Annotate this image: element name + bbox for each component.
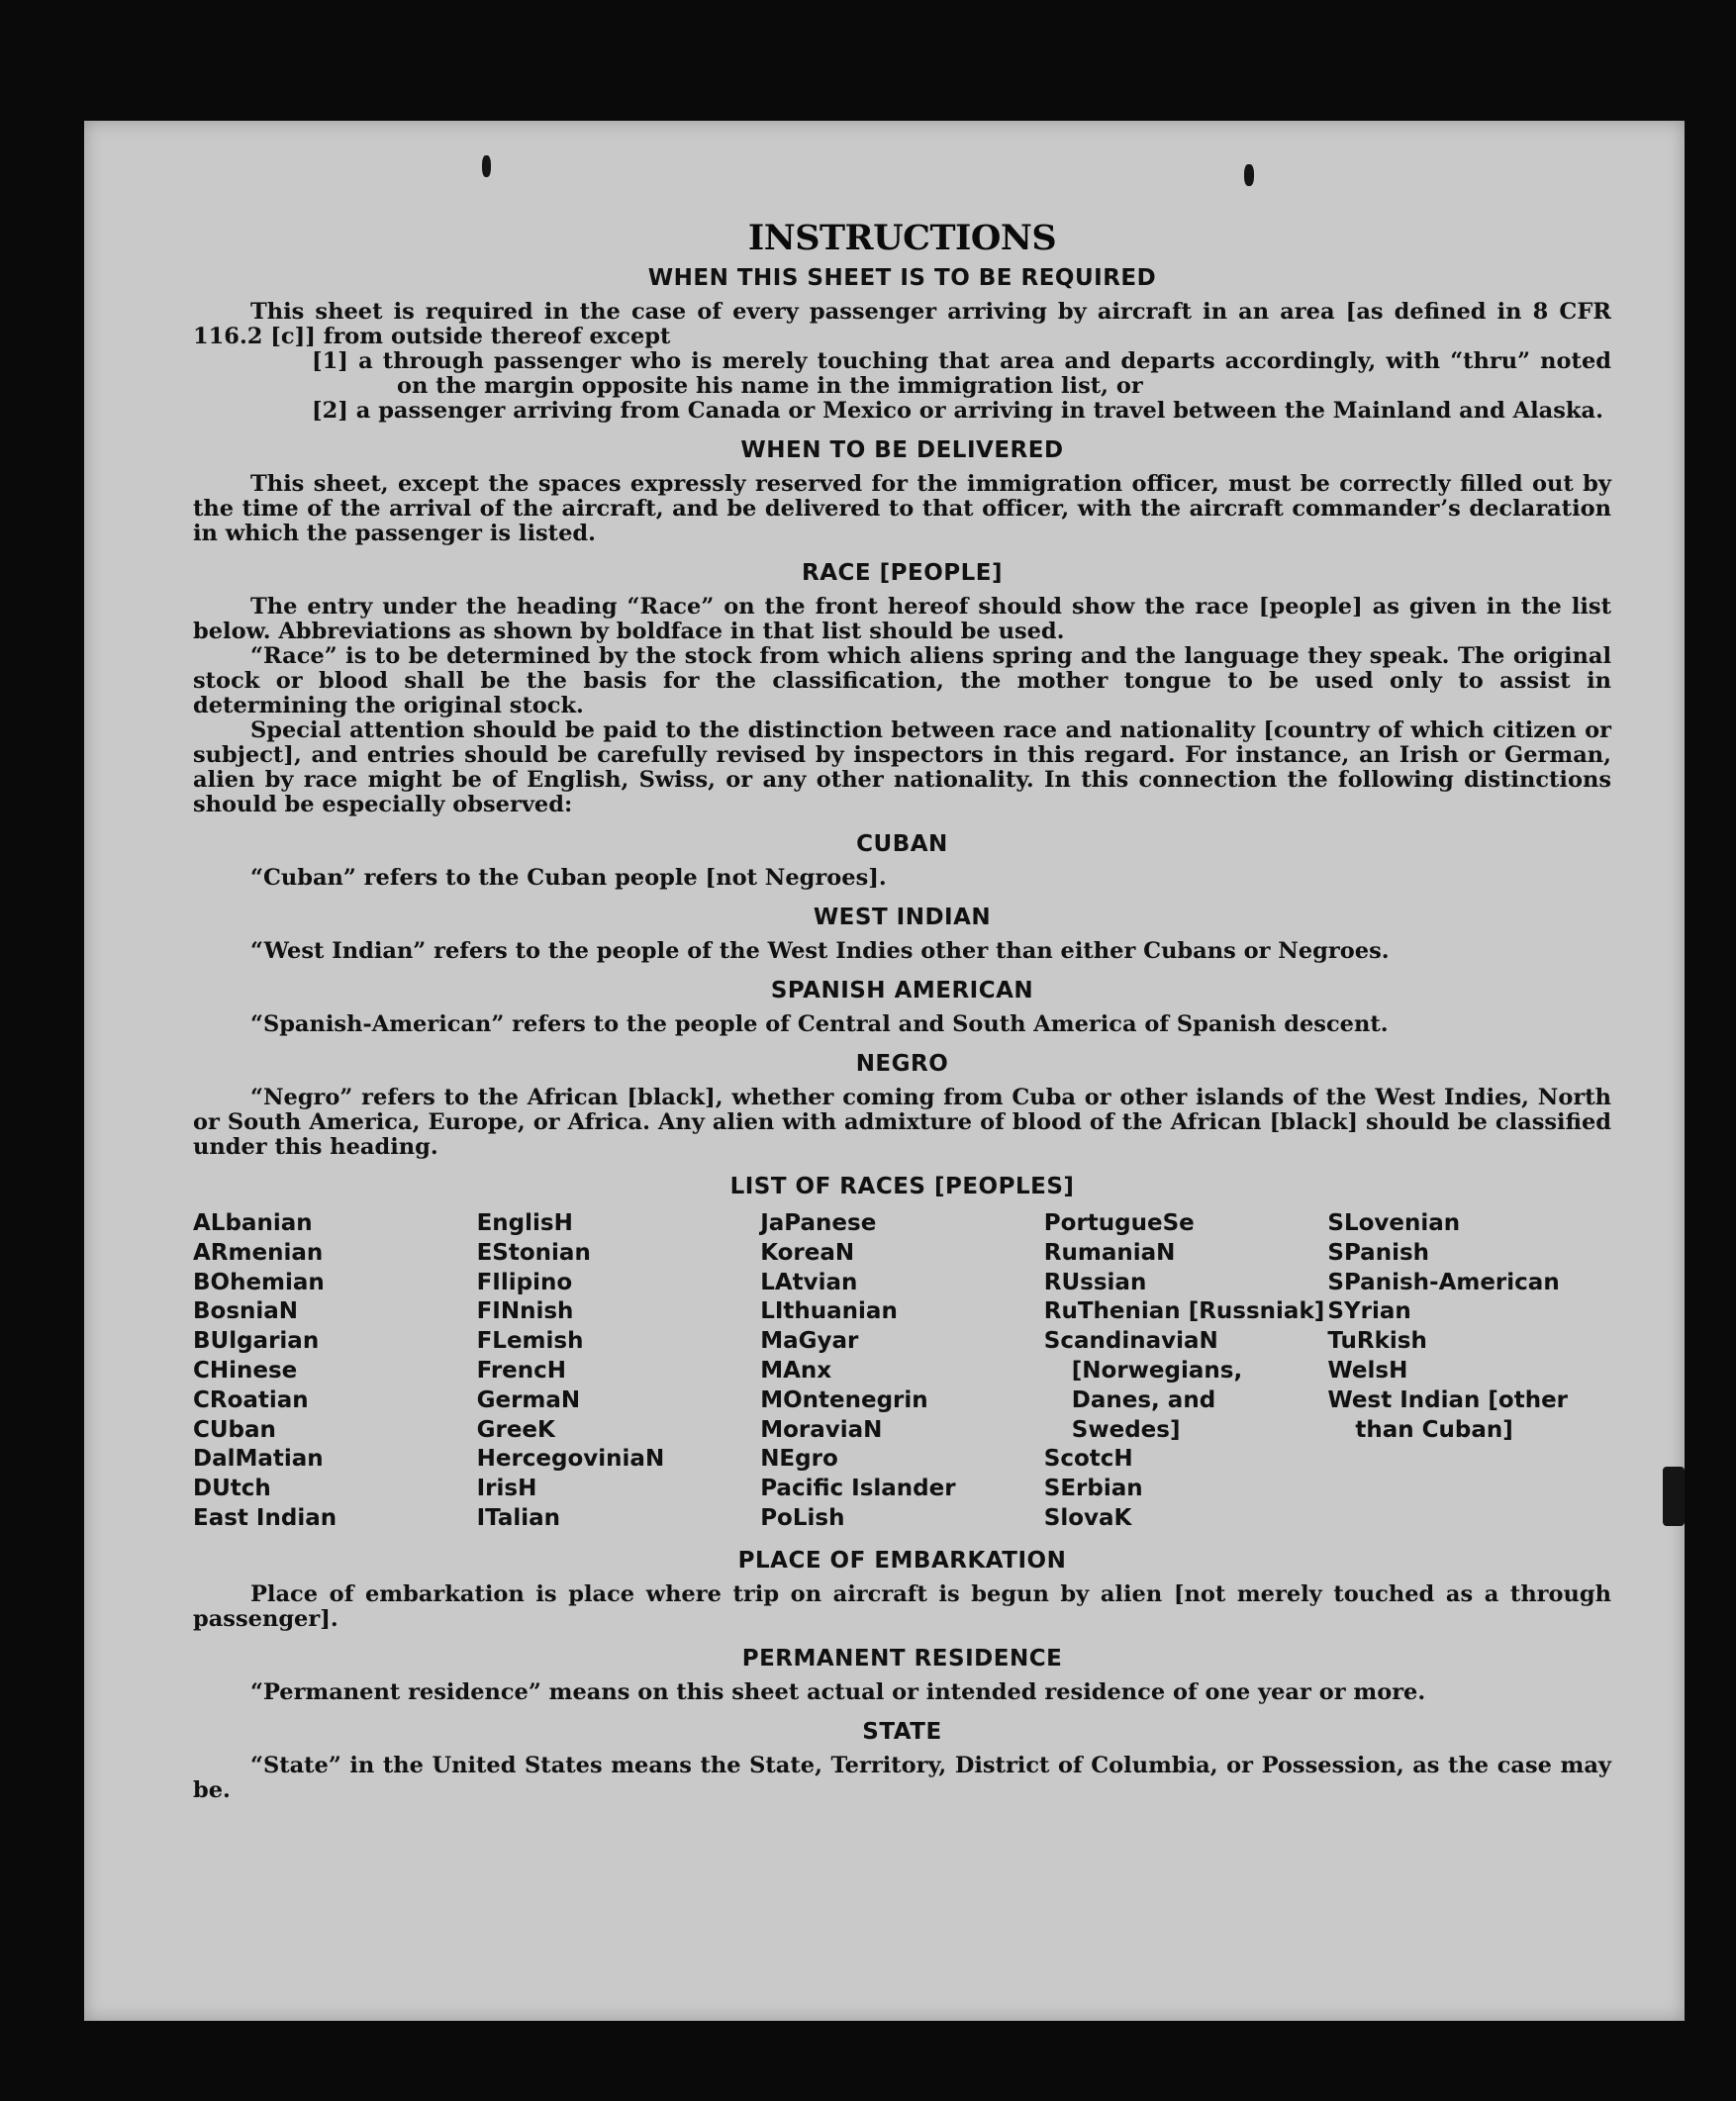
heading-state: STATE — [862, 1718, 942, 1745]
punch-mark — [482, 155, 491, 177]
heading-embarkation: PLACE OF EMBARKATION — [737, 1547, 1067, 1574]
race-entry: KoreaN — [760, 1239, 855, 1266]
race-entry: RumaniaN — [1043, 1239, 1176, 1266]
heading-spanish-american: SPANISH AMERICAN — [770, 978, 1034, 1003]
heading-when-required: WHEN THIS SHEET IS TO BE REQUIRED — [647, 265, 1157, 291]
negro-text: “Negro” refers to the African [black], whether coming from Cuba or other islands of the West Indies, North or South America, Europe, or Africa. Any alien with admixture of blood of the African [black] should be classified under this heading. — [193, 1085, 1611, 1160]
heading-list-of-races: LIST OF RACES [PEOPLES] — [729, 1174, 1075, 1199]
race-list — [193, 1209, 1611, 1534]
state-text: “State” in the United States means the State, Territory, District of Columbia, or Possession, as the case may be. — [193, 1752, 1611, 1803]
race-entry: PoLish — [760, 1504, 845, 1531]
exception-item: [1] a through passenger who is merely touching that area and departs accordingly, with “thru” noted on the margin opposite his name in the immigration list, or — [312, 348, 1611, 399]
race-entry: ALbanian — [193, 1210, 313, 1236]
race-entry: East Indian — [193, 1504, 338, 1531]
race-entry: ITalian — [476, 1504, 561, 1531]
race-entry: DUtch — [193, 1476, 271, 1502]
race-entry: ScotcH — [1043, 1446, 1133, 1473]
heading-when-delivered: WHEN TO BE DELIVERED — [740, 437, 1064, 463]
race-column — [760, 1209, 1044, 1534]
race-entry: FrencH — [476, 1357, 567, 1384]
race-column — [477, 1209, 761, 1534]
page-title: INSTRUCTIONS — [747, 218, 1057, 258]
race-entry: FINnish — [476, 1298, 574, 1325]
race-paragraph: Special attention should be paid to the distinction between race and nationality [country of which citizen or subject], and entries should be carefully revised by inspectors in this regard. For instance, an Irish or German, alien by race might be of English, Swiss, or any other nationality. In this connection the following distinctions should be especially observed: — [193, 717, 1611, 817]
race-entry: Pacific Islander — [760, 1476, 956, 1502]
race-entry: WelsH — [1327, 1357, 1408, 1384]
heading-west-indian: WEST INDIAN — [813, 905, 992, 930]
race-entry: BOhemian — [193, 1269, 325, 1295]
race-entry: MOntenegrin — [760, 1386, 928, 1413]
exception-item: [2] a passenger arriving from Canada or Mexico or arriving in travel between the Mainland and Alaska. — [312, 398, 1603, 424]
tab-mark — [1663, 1467, 1685, 1526]
race-column — [193, 1209, 477, 1534]
residence-text: “Permanent residence” means on this sheet actual or intended residence of one year or more. — [250, 1678, 1426, 1705]
race-entry: IrisH — [476, 1476, 537, 1502]
race-entry: CRoatian — [193, 1386, 309, 1413]
race-entry: DalMatian — [193, 1446, 324, 1473]
when-required-intro: This sheet is required in the case of every passenger arriving by aircraft in an area [as defined in 8 CFR 116.2 [c]] from outside thereof except — [193, 299, 1611, 349]
race-entry: SYrian — [1327, 1298, 1411, 1325]
heading-cuban: CUBAN — [856, 831, 948, 857]
embarkation-text: Place of embarkation is place where trip on aircraft is begun by alien [not merely touched as a through passenger]. — [193, 1580, 1611, 1632]
race-entry: RUssian — [1043, 1269, 1147, 1295]
heading-race: RACE [PEOPLE] — [802, 560, 1003, 586]
race-column — [1327, 1209, 1611, 1534]
race-entry: West Indian [other than Cuban] — [1327, 1386, 1569, 1443]
heading-negro: NEGRO — [855, 1051, 949, 1077]
when-delivered-text: This sheet, except the spaces expressly reserved for the immigration officer, must be correctly filled out by the time of the arrival of the aircraft, and be delivered to that officer, with the aircraft commander’s declaration in which the passenger is listed. — [193, 471, 1611, 546]
race-paragraph: “Race” is to be determined by the stock from which aliens spring and the language they speak. The original stock or blood shall be the basis for the classification, the mother tongue to be used only to assist in determining the original stock. — [193, 643, 1611, 718]
race-paragraph: The entry under the heading “Race” on the front hereof should show the race [people] as given in the list below. Abbreviations as shown by boldface in that list should be used. — [193, 594, 1611, 644]
punch-mark — [1244, 164, 1254, 186]
cuban-text: “Cuban” refers to the Cuban people [not Negroes]. — [250, 865, 887, 891]
race-entry: BUlgarian — [193, 1328, 320, 1355]
race-entry: NEgro — [760, 1446, 838, 1473]
race-entry: PortugueSe — [1043, 1210, 1195, 1236]
race-entry: LAtvian — [760, 1269, 858, 1295]
race-entry: MaGyar — [760, 1328, 859, 1355]
instructions-content — [193, 220, 1611, 1803]
heading-permanent-residence: PERMANENT RESIDENCE — [741, 1645, 1063, 1671]
race-column — [1044, 1209, 1328, 1534]
race-entry: GermaN — [476, 1386, 581, 1413]
race-entry: ARmenian — [193, 1239, 324, 1266]
race-entry: ScandinaviaN [Norwegians, Danes, and Swedes] — [1043, 1328, 1243, 1443]
race-entry: LIthuanian — [760, 1298, 898, 1325]
race-entry: HercegoviniaN — [476, 1446, 665, 1473]
race-entry: JaPanese — [760, 1210, 877, 1236]
race-entry: GreeK — [476, 1416, 555, 1443]
race-entry: CHinese — [193, 1357, 298, 1384]
race-entry: SPanish — [1327, 1239, 1430, 1266]
spanish-american-text: “Spanish-American” refers to the people of Central and South America of Spanish descent. — [250, 1011, 1389, 1037]
race-entry: FIlipino — [476, 1269, 573, 1295]
race-entry: MAnx — [760, 1357, 832, 1384]
race-entry: MoraviaN — [760, 1416, 883, 1443]
race-entry: TuRkish — [1327, 1328, 1427, 1355]
race-entry: BosniaN — [193, 1298, 299, 1325]
race-entry: SLovenian — [1327, 1210, 1461, 1236]
race-entry: FLemish — [476, 1328, 584, 1355]
race-entry: EStonian — [476, 1239, 591, 1266]
west-indian-text: “West Indian” refers to the people of the West Indies other than either Cubans or Negroes. — [250, 938, 1390, 964]
race-entry: RuThenian [Russniak] — [1043, 1298, 1325, 1325]
race-entry: SlovaK — [1043, 1504, 1132, 1531]
race-entry: SErbian — [1043, 1476, 1143, 1502]
race-entry: SPanish-American — [1327, 1269, 1560, 1295]
race-entry: CUban — [193, 1416, 276, 1443]
race-entry: EnglisH — [476, 1210, 573, 1236]
